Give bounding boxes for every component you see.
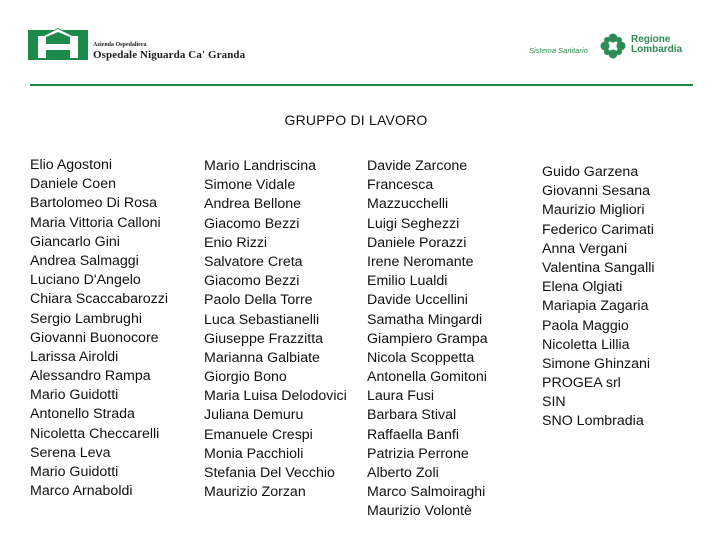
page-title xyxy=(0,112,720,128)
region-name-line1: Regione xyxy=(631,34,671,45)
region-name xyxy=(631,35,682,55)
hospital-name-line1: Azienda Ospedaliera xyxy=(93,42,147,48)
name-entry: Marianna Galbiate xyxy=(204,349,320,366)
name-entry: Laura Fusi xyxy=(367,388,435,405)
names-column-3 xyxy=(367,157,488,522)
name-entry: Maurizio Zorzan xyxy=(204,484,306,501)
name-entry: Nicola Scoppetta xyxy=(367,349,475,366)
name-entry: Maurizio Migliori xyxy=(542,202,645,219)
name-entry: Mazzucchelli xyxy=(367,196,449,213)
name-entry: SIN xyxy=(542,394,566,411)
name-entry: Guido Garzena xyxy=(542,164,639,180)
name-entry: Alessandro Rampa xyxy=(30,368,151,385)
name-entry: Serena Leva xyxy=(30,444,111,461)
name-entry: Enio Rizzi xyxy=(204,234,268,251)
names-column-4 xyxy=(542,163,655,432)
name-entry: Davide Zarcone xyxy=(367,158,468,174)
name-entry: Luigi Seghezzi xyxy=(367,215,460,232)
name-entry: Giampiero Grampa xyxy=(367,330,488,347)
name-entry: Simone Ghinzani xyxy=(542,355,651,372)
name-entry: Mario Guidotti xyxy=(30,464,119,480)
names-column-2 xyxy=(204,157,347,502)
name-entry: Emanuele Crespi xyxy=(204,426,313,443)
name-entry: Alberto Zoli xyxy=(367,465,439,481)
name-entry: Giuseppe Frazzitta xyxy=(204,330,324,347)
name-entry: Giancarlo Gini xyxy=(30,233,120,250)
name-entry: Nicoletta Lillia xyxy=(542,336,630,353)
region-name-line2: Lombardia xyxy=(631,44,683,55)
name-entry: Bartolomeo Di Rosa xyxy=(30,195,157,212)
name-entry: Marco Salmoiraghi xyxy=(367,484,486,501)
name-entry: Chiara Scaccabarozzi xyxy=(30,291,168,308)
header-divider xyxy=(30,84,693,86)
name-entry: Federico Carimati xyxy=(542,221,654,238)
name-entry: PROGEA srl xyxy=(542,375,621,392)
name-entry: Nicoletta Checcarelli xyxy=(30,425,160,442)
name-entry: Marco Arnaboldi xyxy=(30,483,133,500)
name-entry: Paolo Della Torre xyxy=(204,292,313,309)
name-entry: Giacomo Bezzi xyxy=(204,273,300,290)
name-entry: Patrizia Perrone xyxy=(367,445,469,462)
page-title-text: GRUPPO DI LAVORO xyxy=(284,112,428,128)
name-entry: Emilio Lualdi xyxy=(367,273,448,290)
name-entry: Larissa Airoldi xyxy=(30,348,119,365)
name-entry: Giovanni Sesana xyxy=(542,183,651,200)
name-entry: Luciano D'Angelo xyxy=(30,272,141,289)
header xyxy=(0,0,720,85)
name-entry: Stefania Del Vecchio xyxy=(204,465,335,481)
name-entry: Giacomo Bezzi xyxy=(204,215,300,232)
name-entry: Samatha Mingardi xyxy=(367,311,483,328)
name-entry: Mario Landriscina xyxy=(204,158,316,174)
name-entry: Daniele Coen xyxy=(30,176,116,193)
name-entry: Luca Sebastianelli xyxy=(204,311,320,328)
name-entry: Mario Guidotti xyxy=(30,387,119,404)
name-entry: Maria Vittoria Calloni xyxy=(30,214,161,231)
name-entry: Andrea Salmaggi xyxy=(30,252,139,269)
name-entry: Barbara Stival xyxy=(367,407,457,424)
region-system-label: Sistema Sanitario xyxy=(529,46,588,55)
name-entry: Simone Vidale xyxy=(204,177,296,194)
name-entry: Sergio Lambrughi xyxy=(30,310,142,327)
name-entry: Salvatore Creta xyxy=(204,253,303,270)
name-entry: Daniele Porazzi xyxy=(367,234,467,251)
name-entry: Valentina Sangalli xyxy=(542,259,655,276)
hospital-name xyxy=(93,42,245,62)
name-entry: Raffaella Banfi xyxy=(367,426,460,443)
name-entry: Maria Luisa Delodovici xyxy=(204,388,347,405)
name-entry: SNO Lombradia xyxy=(542,413,644,430)
name-entry: Giovanni Buonocore xyxy=(30,329,159,346)
name-entry: Paola Maggio xyxy=(542,317,629,334)
names-column-1 xyxy=(30,156,168,501)
name-entry: Elena Olgiati xyxy=(542,279,623,296)
hospital-name-line2: Ospedale Niguarda Ca' Granda xyxy=(93,49,246,61)
name-entry: Irene Neromante xyxy=(367,253,474,270)
name-entry: Antonello Strada xyxy=(30,406,135,423)
lombardia-rose-icon xyxy=(598,32,628,60)
name-entry: Elio Agostoni xyxy=(30,157,113,173)
hospital-logo-icon xyxy=(28,28,88,60)
name-entry: Giorgio Bono xyxy=(204,369,287,386)
name-entry: Maurizio Volontè xyxy=(367,503,472,520)
name-entry: Davide Uccellini xyxy=(367,292,468,309)
name-entry: Anna Vergani xyxy=(542,240,628,257)
name-entry: Juliana Demuru xyxy=(204,407,304,424)
name-entry: Monia Pacchioli xyxy=(204,445,304,462)
name-entry: Mariapia Zagaria xyxy=(542,298,649,315)
name-entry: Antonella Gomitoni xyxy=(367,369,487,386)
name-entry: Francesca xyxy=(367,177,434,194)
name-entry: Andrea Bellone xyxy=(204,196,302,213)
